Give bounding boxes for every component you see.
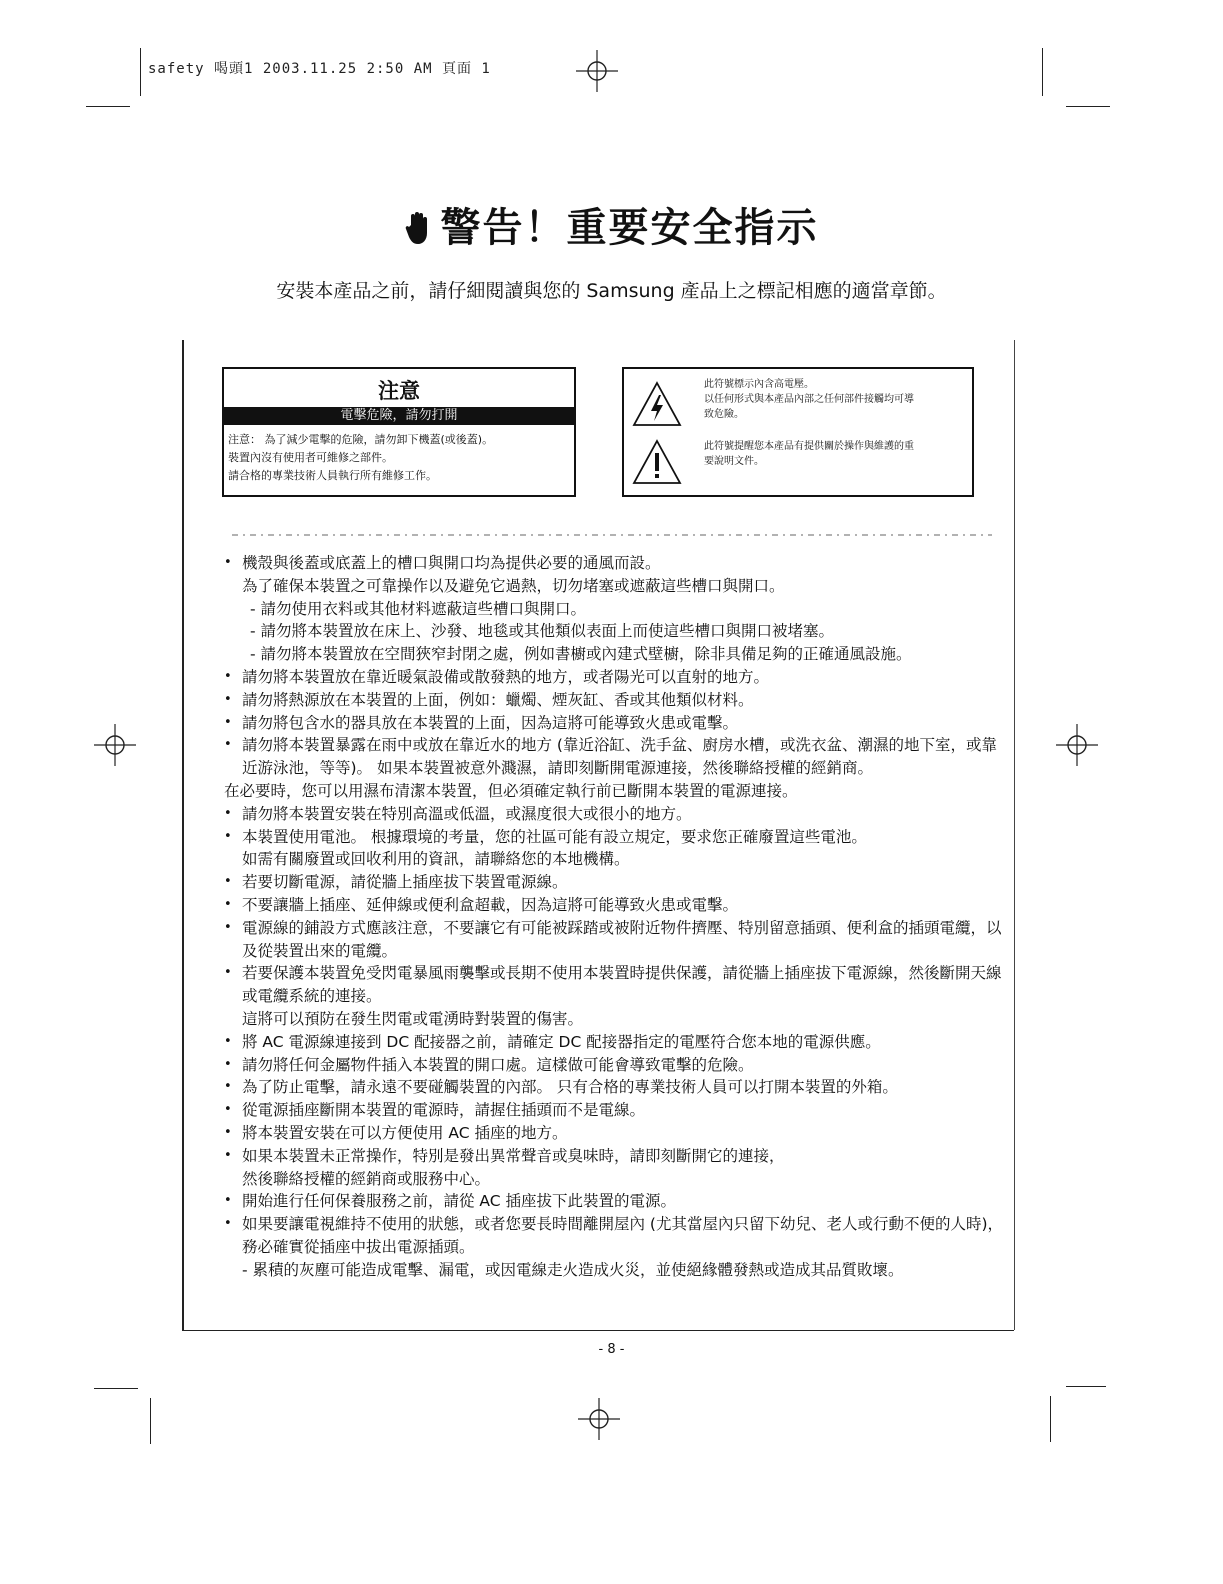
instruction-item: • 將本裝置安裝在可以方便使用 AC 插座的地方。 xyxy=(224,1122,1004,1145)
instruction-item: • 將 AC 電源線連接到 DC 配接器之前，請確定 DC 配接器指定的電壓符合您本地的電源供應。 xyxy=(224,1031,1004,1054)
instruction-item: • 為了防止電擊，請永遠不要碰觸裝置的內部。 只有合格的專業技術人員可以打開本裝置的外箱。 xyxy=(224,1076,1004,1099)
divider-dashed xyxy=(232,532,992,538)
symbol-text-instructions: 此符號提醒您本產品有提供關於操作與維護的重 要說明文件。 xyxy=(704,441,914,467)
instruction-item: • 若要保護本裝置免受閃電暴風雨襲擊或長期不使用本裝置時提供保護，請從牆上插座拔下電源線，然後斷開天線或電纜系統的連接。 xyxy=(224,962,1004,1008)
instruction-item: • 請勿將本裝置放在靠近暖氣設備或散發熱的地方，或者陽光可以直射的地方。 xyxy=(224,666,1004,689)
page-title-text: 警告！重要安全指示 xyxy=(440,205,819,251)
instruction-item: • 電源線的鋪設方式應該注意，不要讓它有可能被踩踏或被附近物件擠壓、特別留意插頭、便利盒的插頭電纜，以及從裝置出來的電纜。 xyxy=(224,917,1004,963)
instruction-item: • 請勿將任何金屬物件插入本裝置的開口處。這樣做可能會導致電擊的危險。 xyxy=(224,1054,1004,1077)
crop-mark-top-right-h xyxy=(1066,106,1110,107)
caution-line: 裝置內沒有使用者可維修之部件。 xyxy=(228,451,393,464)
instruction-item: • 不要讓牆上插座、延伸線或便利盒超載，因為這將可能導致火患或電擊。 xyxy=(224,894,1004,917)
page-title xyxy=(0,196,1223,253)
instruction-item: • 如果本裝置未正常操作，特別是發出異常聲音或臭味時，請即刻斷開它的連接， xyxy=(224,1145,1004,1168)
instruction-item: • 請勿將熱源放在本裝置的上面，例如：蠟燭、煙灰缸、香或其他類似材料。 xyxy=(224,689,1004,712)
caution-line: 請合格的專業技術人員執行所有維修工作。 xyxy=(228,469,437,482)
crop-mark-top-right-v xyxy=(1042,48,1043,96)
page-subtitle: 安裝本產品之前，請仔細閱讀與您的 Samsung 產品上之標記相應的適當章節。 xyxy=(276,280,947,302)
instruction-item: • 如果要讓電視維持不使用的狀態，或者您要長時間離開屋內 (尤其當屋內只留下幼兒、老人或行動不便的人時)，務必確實從插座中拔出電源插頭。 xyxy=(224,1213,1004,1259)
print-slug: safety 喝頭1 2003.11.25 2:50 AM 頁面 1 xyxy=(148,61,491,77)
crop-mark-top-left-h xyxy=(86,106,130,107)
caution-line: 注意： 為了減少電擊的危險，請勿卸下機蓋(或後蓋)。 xyxy=(228,433,494,446)
instruction-subitem: 如需有關廢置或回收利用的資訊，請聯絡您的本地機構。 xyxy=(242,850,630,869)
safety-instructions-list xyxy=(224,552,1004,1282)
instruction-subitem: - 累積的灰塵可能造成電擊、漏電，或因電線走火造成火災，並使絕緣體發熱或造成其品質敗壞。 xyxy=(242,1260,904,1279)
crop-mark-top-left-v xyxy=(140,48,141,96)
registration-mark-bottom-icon xyxy=(578,1398,620,1440)
frame-bottom xyxy=(182,1330,1014,1331)
frame-left xyxy=(182,340,184,1330)
instruction-subitem: - 請勿將本裝置放在空間狹窄封閉之處，例如書櫥或內建式壁櫥，除非具備足夠的正確通風設施。 xyxy=(250,645,912,664)
caution-label-box xyxy=(222,367,576,497)
crop-mark-bottom-right-v xyxy=(1050,1396,1051,1442)
frame-right xyxy=(1014,340,1015,1330)
crop-mark-bottom-left-h xyxy=(94,1388,138,1389)
instruction-item: • 若要切斷電源，請從牆上插座拔下裝置電源線。 xyxy=(224,871,1004,894)
registration-mark-top-icon xyxy=(576,50,618,92)
instruction-subitem: 為了確保本裝置之可靠操作以及避免它過熱，切勿堵塞或遮蔽這些槽口與開口。 xyxy=(242,576,785,595)
instruction-item: • 從電源插座斷開本裝置的電源時，請握住插頭而不是電線。 xyxy=(224,1099,1004,1122)
symbol-explanation-box xyxy=(622,367,974,497)
caution-title: 注意 xyxy=(378,379,420,403)
instruction-subitem: 然後聯絡授權的經銷商或服務中心。 xyxy=(242,1169,491,1188)
exclamation-triangle-icon xyxy=(632,439,682,485)
instruction-item: • 請勿將本裝置安裝在特別高溫或低溫，或濕度很大或很小的地方。 xyxy=(224,803,1004,826)
instruction-subitem: - 請勿將本裝置放在床上、沙發、地毯或其他類似表面上而使這些槽口與開口被堵塞。 xyxy=(250,622,835,641)
instruction-subitem: - 請勿使用衣料或其他材料遮蔽這些槽口與開口。 xyxy=(250,599,587,618)
instruction-item: • 開始進行任何保養服務之前，請從 AC 插座拔下此裝置的電源。 xyxy=(224,1190,1004,1213)
page-number: - 8 - xyxy=(598,1342,625,1357)
instruction-item: • 本裝置使用電池。 根據環境的考量，您的社區可能有設立規定，要求您正確廢置這些電池。 xyxy=(224,826,1004,849)
lightning-triangle-icon xyxy=(632,381,682,427)
crop-mark-bottom-right-h xyxy=(1066,1386,1106,1387)
symbol-text-voltage: 此符號標示內含高電壓。 以任何形式與本產品內部之任何部件接觸均可導 致危險。 xyxy=(704,379,914,420)
registration-mark-left-icon xyxy=(94,724,136,766)
caution-warning-bar: 電擊危險，請勿打開 xyxy=(224,407,574,425)
registration-mark-right-icon xyxy=(1056,724,1098,766)
instruction-item: • 請勿將本裝置暴露在雨中或放在靠近水的地方 (靠近浴缸、洗手盆、廚房水槽，或洗衣盆、潮濕的地下室，或靠近游泳池，等等)。 如果本裝置被意外濺濕，請即刻斷開電源連接，然後聯絡授權的經銷商。 xyxy=(224,734,1004,780)
instruction-item: • 請勿將包含水的器具放在本裝置的上面，因為這將可能導致火患或電擊。 xyxy=(224,712,1004,735)
instruction-item: • 機殼與後蓋或底蓋上的槽口與開口均為提供必要的通風而設。 xyxy=(224,552,1004,575)
hand-stop-icon xyxy=(405,211,431,245)
instruction-subitem: 在必要時，您可以用濕布清潔本裝置，但必須確定執行前已斷開本裝置的電源連接。 xyxy=(224,781,798,800)
caution-text xyxy=(228,431,493,485)
crop-mark-bottom-left-v xyxy=(150,1398,151,1444)
instruction-subitem: 這將可以預防在發生閃電或電湧時對裝置的傷害。 xyxy=(242,1009,584,1028)
